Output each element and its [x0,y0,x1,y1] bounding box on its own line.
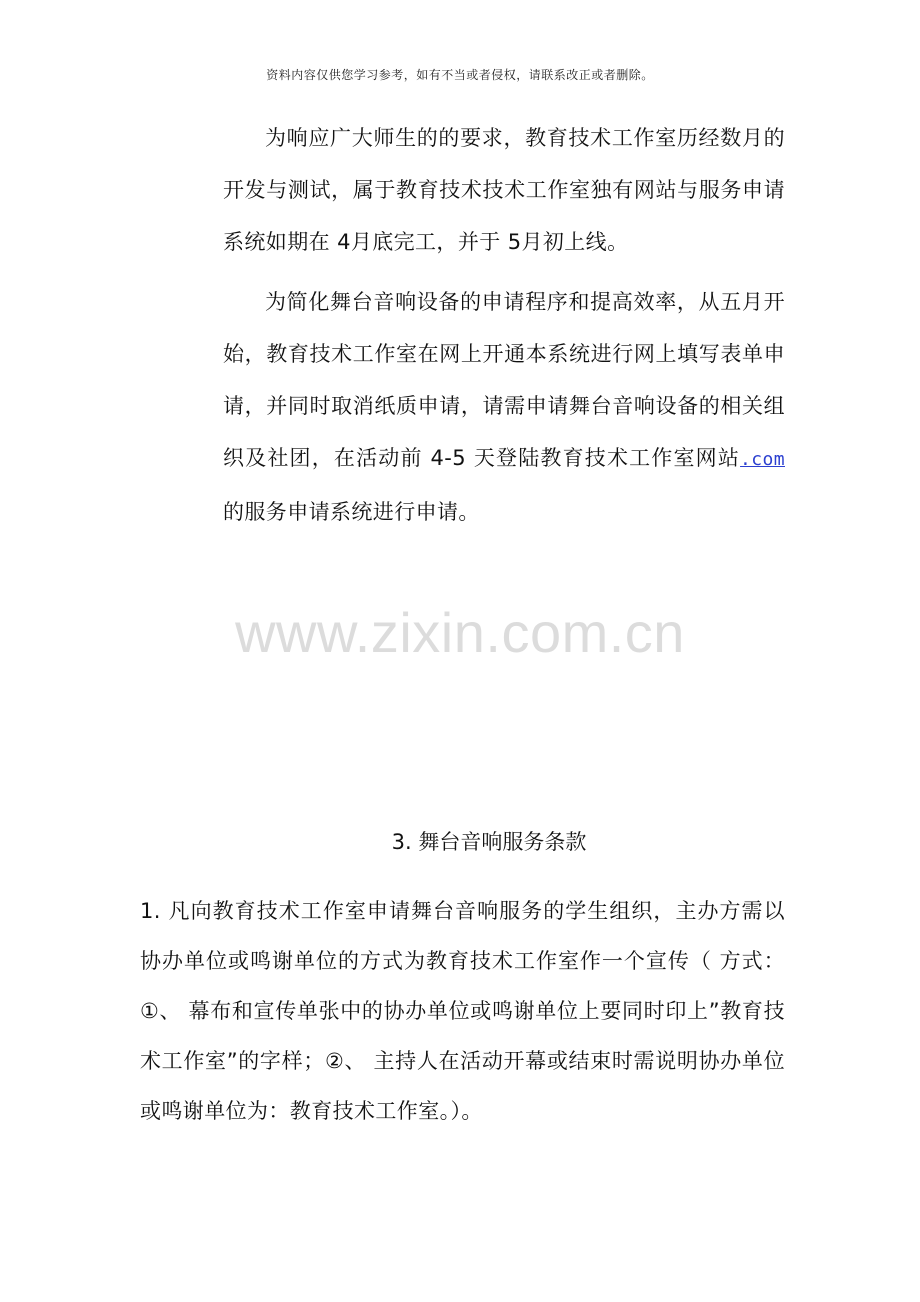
application-paragraph [223,276,785,538]
section-title: 3. 舞台音响服务条款 [391,830,587,854]
header-disclaimer: 资料内容仅供您学习参考，如有不当或者侵权，请联系改正或者删除。 [266,68,654,82]
application-paragraph-tail: 的服务申请系统进行申请。 [223,500,480,524]
intro-paragraph: 为响应广大师生的的要求，教育技术工作室历经数月的开发与测试，属于教育技术技术工作室独有网站与服务申请系统如期在 4月底完工，并于 5月初上线。 [223,126,785,254]
clause-paragraph: 1. 凡向教育技术工作室申请舞台音响服务的学生组织，主办方需以协办单位或鸣谢单位的方式为教育技术工作室作一个宣传（ 方式：①、 幕布和宣传单张中的协办单位或鸣谢单位上要同时印上”教育技术工作室”的字样；②、 主持人在活动开幕或结束时需说明协办单位或鸣谢单位为：教育技术工作室。）。 [140,899,785,1123]
website-link[interactable]: .com [740,449,785,470]
watermark: www.zixin.com.cn [235,601,685,664]
application-paragraph-text: 为简化舞台音响设备的申请程序和提高效率，从五月开始，教育技术工作室在网上开通本系统进行网上填写表单申请，并同时取消纸质申请，请需申请舞台音响设备的相关组织及社团，在活动前 4-5 天登陆教育技术工作室网站 [223,290,785,470]
